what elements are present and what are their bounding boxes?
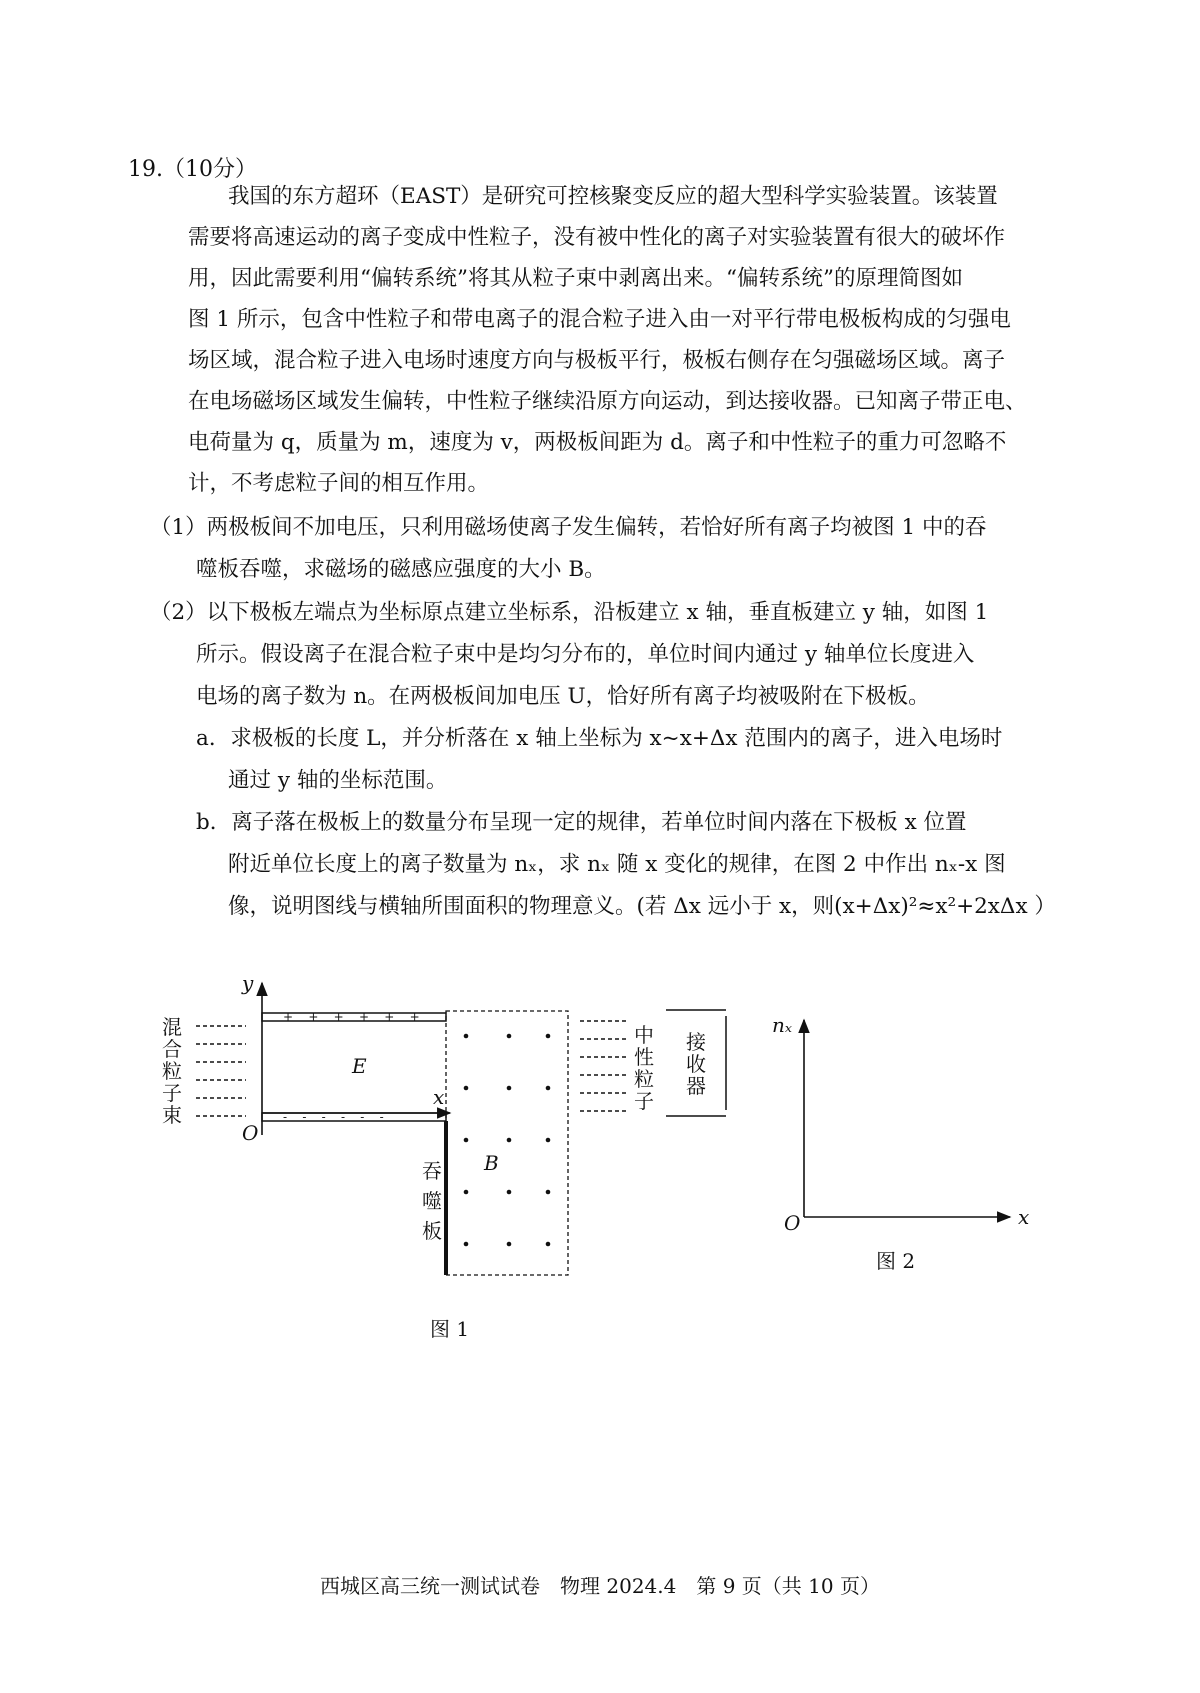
question-number: 19.（10分）	[128, 157, 257, 182]
field-dots	[464, 1034, 551, 1247]
fig2-y-label: nₓ	[772, 1013, 792, 1037]
part-2-line: 电场的离子数为 n。在两极板间加电压 U，恰好所有离子均被吸附在下极板。	[196, 684, 930, 709]
part-2a-line: 通过 y 轴的坐标范围。	[228, 768, 448, 793]
absorber-label-char: 板	[422, 1219, 442, 1243]
part-1-line: （1）两极板间不加电压，只利用磁场使离子发生偏转，若恰好所有离子均被图 1 中的吞	[150, 515, 987, 540]
neutral-lines	[580, 1021, 628, 1111]
magnetic-field-region	[446, 1011, 568, 1275]
neutral-label-char: 中	[634, 1023, 654, 1047]
intro-line: 需要将高速运动的离子变成中性粒子，没有被中性化的离子对实验装置有很大的破坏作	[188, 225, 1006, 250]
fig1-y-label: y	[242, 971, 254, 995]
absorber-label-char: 吞	[422, 1159, 442, 1183]
receiver	[666, 1010, 726, 1116]
intro-line: 我国的东方超环（EAST）是研究可控核聚变反应的超大型科学实验装置。该装置	[228, 184, 998, 209]
beam-lines	[196, 1026, 246, 1116]
beam-label-char: 束	[162, 1103, 182, 1127]
beam-label-char: 混	[162, 1015, 182, 1039]
intro-line: 图 1 所示，包含中性粒子和带电离子的混合粒子进入由一对平行带电极板构成的匀强电	[188, 307, 1011, 332]
beam-label-char: 合	[162, 1037, 182, 1061]
beam-label-char: 粒	[162, 1059, 182, 1083]
figure-2	[772, 1013, 1029, 1273]
field-e-label: E	[352, 1054, 367, 1078]
intro-line: 场区域，混合粒子进入电场时速度方向与极板平行，极板右侧存在匀强磁场区域。离子	[188, 348, 1006, 373]
fig2-x-label: x	[1018, 1205, 1030, 1229]
part-2a-line: a．求极板的长度 L，并分析落在 x 轴上坐标为 x~x+Δx 范围内的离子，进入电场时	[196, 726, 1003, 751]
part-2-line: （2）以下极板左端点为坐标原点建立坐标系，沿板建立 x 轴，垂直板建立 y 轴，如图 1	[150, 600, 989, 625]
beam-label-char: 子	[162, 1081, 182, 1105]
fig2-origin: O	[784, 1211, 801, 1235]
receiver-label-char: 收	[686, 1052, 706, 1076]
intro-line: 在电场磁场区域发生偏转，中性粒子继续沿原方向运动，到达接收器。已知离子带正电、	[188, 389, 1027, 414]
page-footer: 西城区高三统一测试试卷 物理 2024.4 第 9 页（共 10 页）	[320, 1574, 880, 1598]
top-plate-signs: + + + + + +	[283, 1010, 420, 1024]
intro-line: 计，不考虑粒子间的相互作用。	[188, 471, 490, 496]
absorber-label-char: 噬	[422, 1189, 442, 1213]
intro-line: 电荷量为 q，质量为 m，速度为 v，两极板间距为 d。离子和中性粒子的重力可忽略不	[188, 430, 1007, 455]
bottom-plate-signs: - - - - - -	[283, 1110, 384, 1124]
part-2b-line: b．离子落在极板上的数量分布呈现一定的规律，若单位时间内落在下极板 x 位置	[196, 810, 967, 835]
figure-1	[162, 971, 726, 1341]
receiver-label-char: 接	[686, 1030, 706, 1054]
fig1-x-label: x	[433, 1085, 445, 1109]
beam-label	[162, 1015, 182, 1127]
figure-2-caption: 图 2	[876, 1249, 916, 1273]
figure-1-caption: 图 1	[430, 1317, 470, 1341]
neutral-label	[634, 1023, 654, 1113]
absorber-label	[422, 1159, 442, 1243]
part-1-line: 噬板吞噬，求磁场的磁感应强度的大小 B。	[196, 557, 606, 582]
part-2b-line: 附近单位长度上的离子数量为 nₓ，求 nₓ 随 x 变化的规律，在图 2 中作出 nₓ-x 图	[228, 852, 1006, 877]
neutral-label-char: 子	[634, 1089, 654, 1113]
intro-line: 用，因此需要利用“偏转系统”将其从粒子束中剥离出来。“偏转系统”的原理简图如	[188, 266, 963, 291]
fig1-origin: O	[242, 1121, 259, 1145]
neutral-label-char: 性	[634, 1045, 654, 1069]
neutral-label-char: 粒	[634, 1067, 654, 1091]
field-b-label: B	[484, 1151, 499, 1175]
part-2-line: 所示。假设离子在混合粒子束中是均匀分布的，单位时间内通过 y 轴单位长度进入	[196, 642, 975, 667]
receiver-label-char: 器	[686, 1074, 706, 1098]
part-2b-line: 像，说明图线与横轴所围面积的物理意义。(若 Δx 远小于 x，则(x+Δx)²≈x²+2xΔx ）	[228, 894, 1056, 919]
